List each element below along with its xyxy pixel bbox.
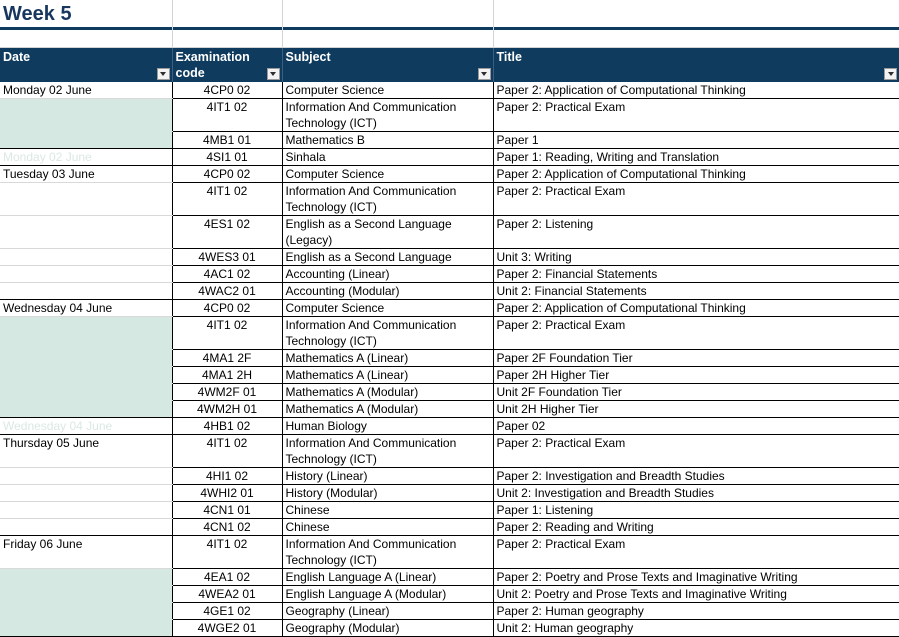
subject-cell[interactable]: History (Modular) bbox=[282, 485, 493, 502]
exam-code-cell[interactable]: 4EA1 02 bbox=[172, 569, 282, 586]
exam-code-cell[interactable]: 4IT1 02 bbox=[172, 317, 282, 350]
table-row bbox=[0, 266, 899, 283]
subject-cell[interactable]: Information And Communication Technology (ICT) bbox=[282, 317, 493, 350]
table-row bbox=[0, 149, 899, 166]
title-cell[interactable]: Paper 2: Investigation and Breadth Studies bbox=[493, 468, 899, 485]
subject-cell[interactable]: Computer Science bbox=[282, 166, 493, 183]
exam-code-cell[interactable]: 4WGE2 01 bbox=[172, 620, 282, 637]
gridline bbox=[282, 0, 283, 48]
filter-dropdown-icon[interactable] bbox=[884, 68, 897, 80]
date-cell[interactable]: Wednesday 04 June bbox=[0, 418, 172, 435]
date-cell[interactable] bbox=[0, 266, 172, 283]
table-row bbox=[0, 99, 899, 132]
exam-code-cell[interactable]: 4CP0 02 bbox=[172, 300, 282, 317]
exam-code-cell[interactable]: 4WM2H 01 bbox=[172, 401, 282, 418]
subject-cell[interactable]: Accounting (Linear) bbox=[282, 266, 493, 283]
subject-cell[interactable]: Chinese bbox=[282, 519, 493, 536]
exam-code-cell[interactable]: 4MA1 2H bbox=[172, 367, 282, 384]
filter-dropdown-icon[interactable] bbox=[478, 68, 491, 80]
column-header-label: Title bbox=[496, 50, 522, 64]
subject-cell[interactable]: Mathematics A (Modular) bbox=[282, 384, 493, 401]
title-cell[interactable]: Paper 2: Reading and Writing bbox=[493, 519, 899, 536]
title-cell[interactable]: Paper 1: Reading, Writing and Translation bbox=[493, 149, 899, 166]
title-cell[interactable]: Unit 2F Foundation Tier bbox=[493, 384, 899, 401]
date-cell[interactable] bbox=[0, 586, 172, 603]
title-cell[interactable]: Paper 2H Higher Tier bbox=[493, 367, 899, 384]
column-header-code bbox=[172, 48, 282, 82]
table-row bbox=[0, 82, 899, 99]
date-cell[interactable]: Monday 02 June bbox=[0, 149, 172, 166]
title-cell[interactable]: Unit 2: Investigation and Breadth Studies bbox=[493, 485, 899, 502]
title-cell[interactable]: Unit 2H Higher Tier bbox=[493, 401, 899, 418]
table-row bbox=[0, 216, 899, 249]
date-cell[interactable] bbox=[0, 132, 172, 149]
subject-cell[interactable]: Mathematics A (Linear) bbox=[282, 367, 493, 384]
title-cell[interactable]: Paper 2F Foundation Tier bbox=[493, 350, 899, 367]
date-cell[interactable]: Thursday 05 June bbox=[0, 435, 172, 468]
date-cell[interactable] bbox=[0, 485, 172, 502]
table-row bbox=[0, 401, 899, 418]
exam-code-cell[interactable]: 4AC1 02 bbox=[172, 266, 282, 283]
table-row bbox=[0, 418, 899, 435]
filter-dropdown-icon[interactable] bbox=[157, 68, 170, 80]
title-cell[interactable]: Unit 3: Writing bbox=[493, 249, 899, 266]
exam-code-cell[interactable]: 4HB1 02 bbox=[172, 418, 282, 435]
subject-cell[interactable]: Mathematics B bbox=[282, 132, 493, 149]
exam-code-cell[interactable]: 4MA1 2F bbox=[172, 350, 282, 367]
table-row bbox=[0, 183, 899, 216]
title-cell[interactable]: Paper 2: Application of Computational Thinking bbox=[493, 166, 899, 183]
date-cell[interactable]: Monday 02 June bbox=[0, 82, 172, 99]
exam-code-cell[interactable]: 4WES3 01 bbox=[172, 249, 282, 266]
title-cell[interactable]: Paper 2: Practical Exam bbox=[493, 536, 899, 569]
date-cell[interactable] bbox=[0, 569, 172, 586]
exam-code-cell[interactable]: 4MB1 01 bbox=[172, 132, 282, 149]
title-cell[interactable]: Paper 2: Practical Exam bbox=[493, 183, 899, 216]
date-cell[interactable] bbox=[0, 519, 172, 536]
column-header-subject bbox=[282, 48, 493, 82]
exam-code-cell[interactable]: 4HI1 02 bbox=[172, 468, 282, 485]
subject-cell[interactable]: English as a Second Language bbox=[282, 249, 493, 266]
table-row bbox=[0, 485, 899, 502]
table-body bbox=[0, 82, 899, 637]
table-row bbox=[0, 519, 899, 536]
table-row bbox=[0, 620, 899, 637]
exam-code-cell[interactable]: 4WEA2 01 bbox=[172, 586, 282, 603]
date-cell[interactable]: Friday 06 June bbox=[0, 536, 172, 569]
table-row bbox=[0, 536, 899, 569]
subject-cell[interactable]: Geography (Modular) bbox=[282, 620, 493, 637]
subject-cell[interactable]: Mathematics A (Linear) bbox=[282, 350, 493, 367]
subject-cell[interactable]: Computer Science bbox=[282, 300, 493, 317]
subject-cell[interactable]: English Language A (Modular) bbox=[282, 586, 493, 603]
title-cell[interactable]: Unit 2: Poetry and Prose Texts and Imaginative Writing bbox=[493, 586, 899, 603]
date-cell[interactable]: Wednesday 04 June bbox=[0, 300, 172, 317]
table-row bbox=[0, 249, 899, 266]
gridline bbox=[0, 30, 899, 31]
subject-cell[interactable]: Accounting (Modular) bbox=[282, 283, 493, 300]
table-row bbox=[0, 350, 899, 367]
subject-cell[interactable]: Computer Science bbox=[282, 82, 493, 99]
table-row bbox=[0, 468, 899, 485]
date-cell[interactable] bbox=[0, 502, 172, 519]
exam-code-cell[interactable]: 4CP0 02 bbox=[172, 166, 282, 183]
column-header-label: Date bbox=[3, 50, 31, 64]
title-cell[interactable]: Paper 2: Human geography bbox=[493, 603, 899, 620]
spreadsheet-gridlines bbox=[0, 0, 899, 48]
title-cell[interactable]: Paper 2: Practical Exam bbox=[493, 99, 899, 132]
table-row bbox=[0, 367, 899, 384]
subject-cell[interactable]: Information And Communication Technology (ICT) bbox=[282, 536, 493, 569]
title-cell[interactable]: Paper 2: Practical Exam bbox=[493, 435, 899, 468]
date-cell[interactable] bbox=[0, 401, 172, 418]
table-row bbox=[0, 300, 899, 317]
title-cell[interactable]: Unit 2: Human geography bbox=[493, 620, 899, 637]
title-cell[interactable]: Paper 1 bbox=[493, 132, 899, 149]
title-cell[interactable]: Paper 2: Listening bbox=[493, 216, 899, 249]
table-row bbox=[0, 132, 899, 149]
subject-cell[interactable]: Chinese bbox=[282, 502, 493, 519]
title-cell[interactable]: Paper 1: Listening bbox=[493, 502, 899, 519]
date-cell[interactable]: Tuesday 03 June bbox=[0, 166, 172, 183]
header-row bbox=[0, 48, 899, 82]
subject-cell[interactable]: Mathematics A (Modular) bbox=[282, 401, 493, 418]
gridline bbox=[493, 0, 494, 48]
column-header-label: Examination code bbox=[175, 50, 250, 80]
exam-code-cell[interactable]: 4WM2F 01 bbox=[172, 384, 282, 401]
table-row bbox=[0, 435, 899, 468]
date-cell[interactable] bbox=[0, 283, 172, 300]
subject-cell[interactable]: Information And Communication Technology (ICT) bbox=[282, 435, 493, 468]
exam-code-cell[interactable]: 4CP0 02 bbox=[172, 82, 282, 99]
title-cell[interactable]: Paper 2: Application of Computational Thinking bbox=[493, 82, 899, 99]
subject-cell[interactable]: History (Linear) bbox=[282, 468, 493, 485]
exam-code-cell[interactable]: 4CN1 01 bbox=[172, 502, 282, 519]
subject-cell[interactable]: Human Biology bbox=[282, 418, 493, 435]
date-cell[interactable] bbox=[0, 216, 172, 249]
title-cell[interactable]: Paper 2: Financial Statements bbox=[493, 266, 899, 283]
exam-code-cell[interactable]: 4IT1 02 bbox=[172, 536, 282, 569]
subject-cell[interactable]: Information And Communication Technology (ICT) bbox=[282, 99, 493, 132]
title-cell[interactable]: Paper 2: Poetry and Prose Texts and Imaginative Writing bbox=[493, 569, 899, 586]
column-header-title bbox=[493, 48, 899, 82]
exam-schedule-table bbox=[0, 48, 899, 637]
table-row bbox=[0, 317, 899, 350]
sheet-title: Week 5 bbox=[3, 3, 72, 25]
table-row bbox=[0, 166, 899, 183]
table-row bbox=[0, 603, 899, 620]
date-cell[interactable] bbox=[0, 249, 172, 266]
filter-dropdown-icon[interactable] bbox=[267, 68, 280, 80]
date-cell[interactable] bbox=[0, 603, 172, 620]
subject-cell[interactable]: English as a Second Language (Legacy) bbox=[282, 216, 493, 249]
table-row bbox=[0, 569, 899, 586]
subject-cell[interactable]: Sinhala bbox=[282, 149, 493, 166]
title-cell[interactable]: Unit 2: Financial Statements bbox=[493, 283, 899, 300]
date-cell[interactable] bbox=[0, 367, 172, 384]
subject-cell[interactable]: Information And Communication Technology (ICT) bbox=[282, 183, 493, 216]
table-row bbox=[0, 586, 899, 603]
exam-code-cell[interactable]: 4CN1 02 bbox=[172, 519, 282, 536]
exam-code-cell[interactable]: 4ES1 02 bbox=[172, 216, 282, 249]
exam-code-cell[interactable]: 4SI1 01 bbox=[172, 149, 282, 166]
date-cell[interactable] bbox=[0, 620, 172, 637]
date-cell[interactable] bbox=[0, 350, 172, 367]
exam-code-cell[interactable]: 4IT1 02 bbox=[172, 99, 282, 132]
date-cell[interactable] bbox=[0, 468, 172, 485]
exam-code-cell[interactable]: 4WAC2 01 bbox=[172, 283, 282, 300]
subject-cell[interactable]: English Language A (Linear) bbox=[282, 569, 493, 586]
date-cell[interactable] bbox=[0, 317, 172, 350]
title-cell[interactable]: Paper 2: Application of Computational Thinking bbox=[493, 300, 899, 317]
table-row bbox=[0, 384, 899, 401]
date-cell[interactable] bbox=[0, 99, 172, 132]
table-row bbox=[0, 502, 899, 519]
gridline bbox=[172, 0, 173, 48]
exam-code-cell[interactable]: 4IT1 02 bbox=[172, 183, 282, 216]
title-cell[interactable]: Paper 02 bbox=[493, 418, 899, 435]
exam-code-cell[interactable]: 4WHI2 01 bbox=[172, 485, 282, 502]
column-header-label: Subject bbox=[285, 50, 331, 64]
date-cell[interactable] bbox=[0, 384, 172, 401]
exam-code-cell[interactable]: 4IT1 02 bbox=[172, 435, 282, 468]
date-cell[interactable] bbox=[0, 183, 172, 216]
subject-cell[interactable]: Geography (Linear) bbox=[282, 603, 493, 620]
column-header-date bbox=[0, 48, 172, 82]
title-cell[interactable]: Paper 2: Practical Exam bbox=[493, 317, 899, 350]
exam-code-cell[interactable]: 4GE1 02 bbox=[172, 603, 282, 620]
table-row bbox=[0, 283, 899, 300]
